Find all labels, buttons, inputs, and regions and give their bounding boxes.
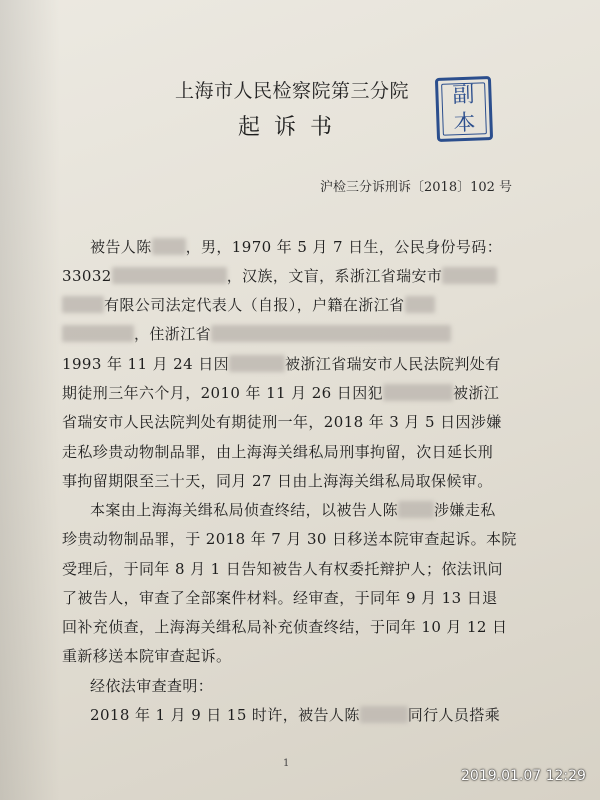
body-line-8: 走私珍贵动物制品罪，由上海海关缉私局刑事拘留，次日延长刑	[62, 443, 494, 461]
stamp-char-bottom: 本	[453, 110, 476, 137]
photo-timestamp: 2019.01.07 12:29	[461, 768, 586, 784]
text: 本案由上海海关缉私局侦查终结，以被告人陈	[90, 501, 399, 519]
redaction	[229, 355, 285, 372]
page-number: 1	[283, 758, 290, 769]
text: 被告人陈	[90, 238, 152, 256]
body-line-6	[62, 382, 499, 403]
body-line-4	[62, 323, 451, 344]
stamp-char-top: 副	[452, 82, 475, 109]
body-line-3	[62, 294, 435, 315]
text: 2018 年 1 月 9 日 15 时许，被告人陈	[90, 706, 360, 724]
body-line-13: 了被告人，审查了全部案件材料。经审查，于同年 9 月 13 日退	[62, 589, 498, 607]
body-line-10	[90, 499, 496, 520]
org-title: 上海市人民检察院第三分院	[175, 80, 410, 102]
redaction	[152, 238, 186, 255]
redaction	[211, 325, 451, 342]
body-line-16: 经依法审查查明：	[90, 677, 214, 695]
body-line-5	[62, 353, 501, 374]
body-line-7: 省瑞安市人民法院判处有期徒刑一年，2018 年 3 月 5 日因涉嫌	[62, 413, 502, 431]
text: 同行人员搭乘	[407, 706, 501, 724]
redaction	[405, 296, 435, 313]
doc-title: 起诉书	[238, 115, 347, 140]
body-line-2	[62, 265, 497, 286]
body-line-1	[90, 236, 502, 257]
redaction	[383, 384, 453, 401]
text: 33032	[62, 267, 112, 285]
text: 1993 年 11 月 24 日因	[62, 355, 229, 373]
doc-number: 沪检三分诉刑诉〔2018〕102 号	[320, 180, 513, 195]
redaction	[62, 325, 134, 342]
text: 涉嫌走私	[434, 501, 496, 519]
copy-stamp	[435, 76, 493, 142]
text: 期徒刑三年六个月，2010 年 11 月 26 日因犯	[62, 384, 383, 402]
redaction	[360, 706, 408, 723]
body-line-15: 重新移送本院审查起诉。	[62, 647, 232, 665]
text: ，住浙江省	[134, 325, 212, 343]
text: 有限公司法定代表人（自报），户籍在浙江省	[104, 296, 405, 314]
text: 被浙江省瑞安市人民法院判处有	[285, 355, 501, 373]
redaction	[112, 267, 227, 284]
text: ，汉族，文盲，系浙江省瑞安市	[226, 267, 443, 285]
body-line-14: 回补充侦查，上海海关缉私局补充侦查终结，于同年 10 月 12 日	[62, 618, 508, 636]
redaction	[398, 501, 434, 518]
page-shadow	[0, 0, 60, 800]
body-line-11: 珍贵动物制品罪，于 2018 年 7 月 30 日移送本院审查起诉。本院	[62, 530, 517, 548]
body-line-9: 事拘留期限至三十天，同月 27 日由上海海关缉私局取保候审。	[62, 472, 493, 490]
redaction	[442, 267, 497, 284]
redaction	[62, 296, 104, 313]
text: 被浙江	[453, 384, 500, 402]
body-line-17	[90, 704, 500, 725]
stamp-inner-border	[441, 82, 487, 136]
body-line-12: 受理后，于同年 8 月 1 日告知被告人有权委托辩护人；依法讯问	[62, 560, 503, 578]
text: ，男，1970 年 5 月 7 日生，公民身份号码：	[185, 238, 503, 256]
